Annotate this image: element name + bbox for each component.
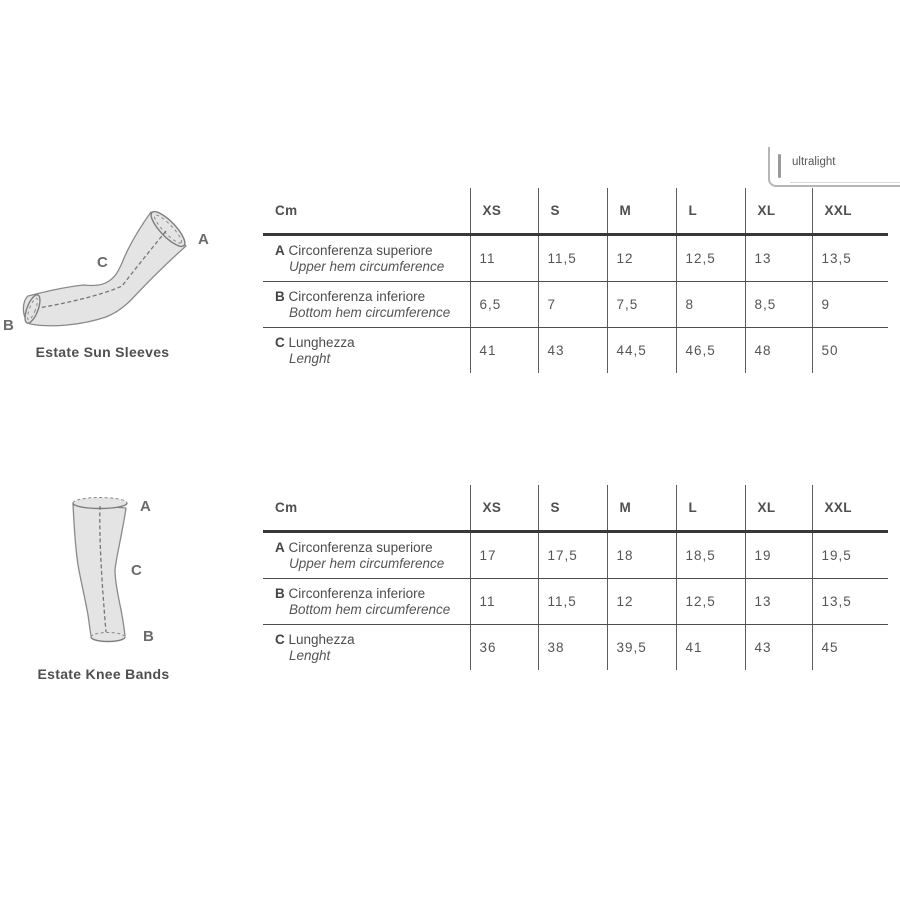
table-row-c bbox=[263, 328, 888, 374]
table-row-a bbox=[263, 532, 888, 579]
cell-value: 8,5 bbox=[745, 282, 812, 328]
row-label bbox=[263, 282, 470, 328]
size-header-l: L bbox=[676, 188, 745, 235]
size-header-m: M bbox=[607, 485, 676, 532]
cell-value: 43 bbox=[745, 625, 812, 671]
cell-value: 8 bbox=[676, 282, 745, 328]
row-key: A bbox=[275, 539, 285, 555]
size-header-xl: XL bbox=[745, 485, 812, 532]
cell-value: 50 bbox=[812, 328, 888, 374]
size-header-s: S bbox=[538, 485, 607, 532]
label-c: C bbox=[97, 254, 108, 271]
unit-header: Cm bbox=[263, 188, 470, 235]
row-key: C bbox=[275, 631, 285, 647]
table-row-a bbox=[263, 235, 888, 282]
cell-value: 12,5 bbox=[676, 235, 745, 282]
cell-value: 19,5 bbox=[812, 532, 888, 579]
row-label-en: Upper hem circumference bbox=[289, 555, 445, 571]
cell-value: 11 bbox=[470, 579, 538, 625]
row-label-en: Lenght bbox=[289, 350, 331, 366]
cell-value: 6,5 bbox=[470, 282, 538, 328]
header-row bbox=[263, 485, 888, 532]
cell-value: 13,5 bbox=[812, 235, 888, 282]
sun-sleeve-illustration bbox=[0, 195, 220, 335]
row-label-en: Upper hem circumference bbox=[289, 258, 445, 274]
cell-value: 41 bbox=[470, 328, 538, 374]
row-label-it: Circonferenza superiore bbox=[288, 242, 433, 258]
row-label bbox=[263, 532, 470, 579]
size-header-xl: XL bbox=[745, 188, 812, 235]
row-label-en: Lenght bbox=[289, 647, 331, 663]
cell-value: 46,5 bbox=[676, 328, 745, 374]
cell-value: 48 bbox=[745, 328, 812, 374]
cell-value: 44,5 bbox=[607, 328, 676, 374]
size-header-xs: XS bbox=[470, 188, 538, 235]
cell-value: 13,5 bbox=[812, 579, 888, 625]
size-header-s: S bbox=[538, 188, 607, 235]
knee-band-illustration bbox=[40, 480, 180, 665]
row-label bbox=[263, 625, 470, 671]
cell-value: 11,5 bbox=[538, 235, 607, 282]
knee-bands-caption: Estate Knee Bands bbox=[37, 666, 170, 682]
cell-value: 11,5 bbox=[538, 579, 607, 625]
row-label-en: Bottom hem circumference bbox=[289, 601, 451, 617]
row-label-it: Circonferenza inferiore bbox=[288, 288, 426, 304]
size-header-m: M bbox=[607, 188, 676, 235]
row-key: C bbox=[275, 334, 285, 350]
cell-value: 45 bbox=[812, 625, 888, 671]
cell-value: 18 bbox=[607, 532, 676, 579]
size-table-knee-bands bbox=[263, 485, 888, 670]
size-header-xxl: XXL bbox=[812, 485, 888, 532]
cell-value: 7 bbox=[538, 282, 607, 328]
table-row-b bbox=[263, 579, 888, 625]
row-label-it: Circonferenza superiore bbox=[288, 539, 433, 555]
suggestion-item-ultralight[interactable]: ultralight bbox=[792, 156, 836, 168]
cell-value: 12,5 bbox=[676, 579, 745, 625]
suggestion-divider bbox=[790, 182, 900, 183]
cell-value: 18,5 bbox=[676, 532, 745, 579]
unit-header: Cm bbox=[263, 485, 470, 532]
table-row-b bbox=[263, 282, 888, 328]
suggestion-dropdown bbox=[768, 147, 900, 187]
size-header-xxl: XXL bbox=[812, 188, 888, 235]
scrollbar-thumb[interactable] bbox=[778, 154, 781, 178]
cell-value: 11 bbox=[470, 235, 538, 282]
row-label-en: Bottom hem circumference bbox=[289, 304, 451, 320]
label-a: A bbox=[198, 231, 209, 248]
row-label bbox=[263, 328, 470, 374]
cell-value: 13 bbox=[745, 235, 812, 282]
row-key: A bbox=[275, 242, 285, 258]
row-label-it: Circonferenza inferiore bbox=[288, 585, 426, 601]
label-b: B bbox=[143, 628, 154, 645]
cell-value: 17,5 bbox=[538, 532, 607, 579]
cell-value: 13 bbox=[745, 579, 812, 625]
cell-value: 36 bbox=[470, 625, 538, 671]
row-label-it: Lunghezza bbox=[288, 334, 355, 350]
cell-value: 17 bbox=[470, 532, 538, 579]
sun-sleeves-caption: Estate Sun Sleeves bbox=[35, 344, 170, 360]
row-key: B bbox=[275, 288, 285, 304]
label-c: C bbox=[131, 562, 142, 579]
cell-value: 7,5 bbox=[607, 282, 676, 328]
row-label bbox=[263, 235, 470, 282]
header-row bbox=[263, 188, 888, 235]
label-b: B bbox=[3, 317, 14, 334]
cell-value: 19 bbox=[745, 532, 812, 579]
size-table-sun-sleeves bbox=[263, 188, 888, 373]
size-header-l: L bbox=[676, 485, 745, 532]
table-row-c bbox=[263, 625, 888, 671]
cell-value: 39,5 bbox=[607, 625, 676, 671]
cell-value: 41 bbox=[676, 625, 745, 671]
size-header-xs: XS bbox=[470, 485, 538, 532]
cell-value: 9 bbox=[812, 282, 888, 328]
row-key: B bbox=[275, 585, 285, 601]
cell-value: 38 bbox=[538, 625, 607, 671]
knee-band-body-shape bbox=[73, 504, 126, 640]
cell-value: 12 bbox=[607, 235, 676, 282]
label-a: A bbox=[140, 498, 151, 515]
row-label-it: Lunghezza bbox=[288, 631, 355, 647]
cell-value: 12 bbox=[607, 579, 676, 625]
cell-value: 43 bbox=[538, 328, 607, 374]
row-label bbox=[263, 579, 470, 625]
